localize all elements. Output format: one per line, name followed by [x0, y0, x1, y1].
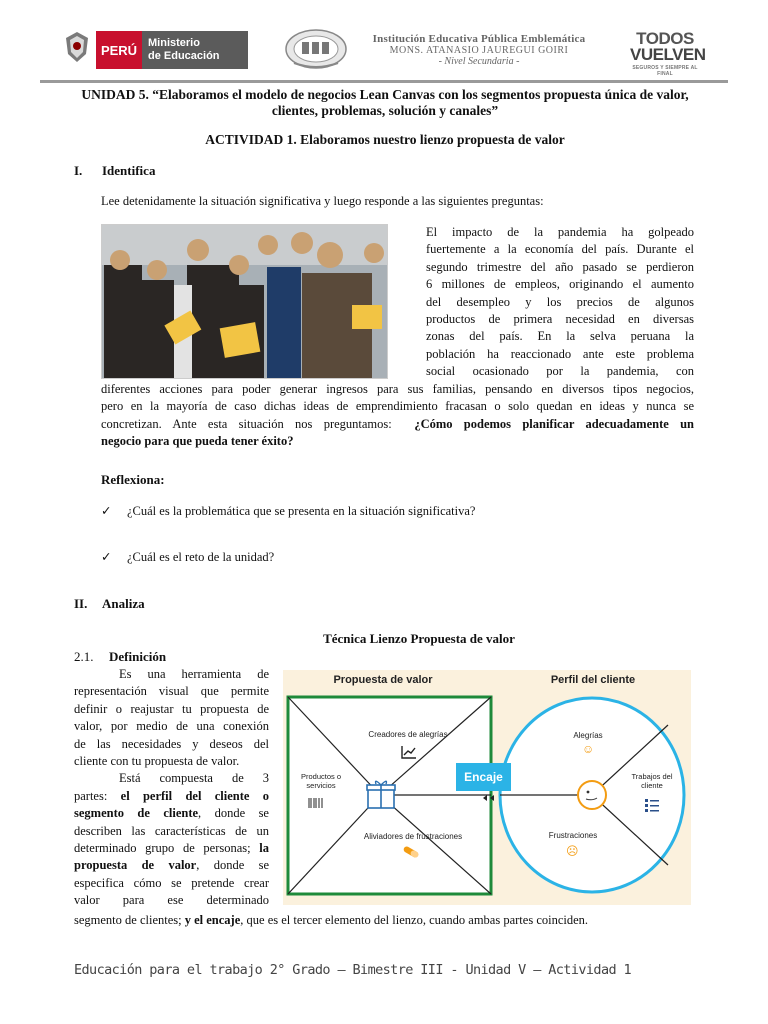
checklist-icon	[645, 798, 659, 817]
definition-emphasis: la	[259, 841, 269, 856]
subsection-title: Definición	[109, 649, 167, 664]
definition-segment: , donde se	[196, 858, 269, 873]
section-1-heading	[74, 163, 155, 179]
trabajos-line-2: cliente	[641, 781, 663, 790]
definition-line: definir o reajustar tu propuesta de	[74, 701, 269, 716]
productos-line-2: servicios	[306, 781, 336, 790]
story-line: del desempleo y los precios de algunos	[426, 294, 694, 309]
story-line: población ha reaccionado ante este problema	[426, 346, 694, 361]
definition-emphasis: propuesta de valor	[74, 858, 197, 873]
definition-line: Es una herramienta de	[119, 667, 269, 681]
ministry-line-2: de Educación	[148, 50, 220, 62]
definition-line: especifica cómo se pretende crear	[74, 875, 269, 890]
peru-label: PERÚ	[96, 31, 142, 69]
frustraciones-label: Frustraciones	[548, 831, 598, 840]
value-proposition-canvas	[283, 670, 691, 905]
reflection-question	[101, 503, 475, 519]
school-emblem-icon	[284, 28, 348, 70]
checkmark-icon: ✓	[101, 550, 112, 564]
story-continued-line: concretizan. Ante esta situación nos preguntamos:	[101, 416, 392, 431]
definition-segment: partes:	[74, 788, 121, 803]
header-divider	[40, 80, 728, 83]
story-question: ¿Cómo podemos planificar adecuadamente un	[414, 416, 694, 431]
encaje-label: Encaje	[464, 770, 503, 784]
definition-line	[74, 788, 269, 805]
definition-line: de las necesidades y deseos del	[74, 736, 269, 751]
story-question-end: negocio para que pueda tener éxito?	[101, 434, 294, 449]
todos-line-2: VUELVEN	[630, 45, 706, 64]
definition-line: valor para ese determinado	[74, 893, 269, 908]
barcode-icon	[308, 796, 324, 814]
definition-emphasis: y el encaje	[184, 913, 241, 927]
subsection-number: 2.1.	[74, 649, 94, 664]
sad-face-icon: ☹	[566, 844, 579, 858]
story-continued-line: pero en la mayoría de caso dichas ideas de emprendimiento fracasan o solo quedan en ideas y nunca se	[101, 399, 694, 414]
aliviadores-label: Aliviadores de frustraciones	[363, 832, 463, 841]
definition-segment: , que es el tercer elemento del lienzo, cuando ambas partes coinciden.	[240, 913, 589, 927]
ministry-line-1: Ministerio	[148, 37, 200, 49]
checkmark-icon: ✓	[101, 504, 112, 518]
trabajos-label	[621, 772, 683, 790]
productos-line-1: Productos o	[300, 772, 342, 781]
section-1-number: I.	[74, 163, 83, 178]
question-text: ¿Cuál es el reto de la unidad?	[127, 550, 275, 564]
ministry-logo	[96, 31, 248, 69]
definition-text	[74, 666, 269, 910]
school-name-line-1: Institución Educativa Pública Emblemática	[372, 33, 586, 45]
page-footer: Educación para el trabajo 2° Grado – Bimestre III - Unidad V – Actividad 1	[74, 962, 632, 978]
unit-title: UNIDAD 5. “Elaboramos el modelo de negocios Lean Canvas con los segmentos propuesta única de valor, clientes, problemas, solución y canales”	[81, 87, 689, 118]
reflection-question	[101, 549, 274, 565]
story-line: El impacto de la pandemia ha golpeado	[426, 225, 694, 239]
happy-face-icon: ☺	[582, 742, 595, 756]
pill-icon	[401, 845, 421, 864]
todos-tagline: SEGUROS Y SIEMPRE AL FINAL	[632, 65, 698, 77]
section-1-title: Identifica	[102, 163, 156, 178]
story-text-wrapped	[426, 224, 694, 381]
definition-emphasis: segmento de cliente	[74, 806, 199, 821]
reflexiona-heading: Reflexiona:	[101, 472, 165, 487]
alegrias-label: Alegrías	[573, 731, 603, 740]
definition-line: describen las características de un	[74, 823, 269, 838]
definition-line	[74, 857, 269, 874]
definition-segment: segmento de clientes;	[74, 913, 185, 927]
definition-line: cliente con tu propuesta de valor.	[74, 754, 240, 769]
section-2-number: II.	[74, 596, 88, 611]
definition-emphasis: el perfil del cliente o	[120, 788, 269, 803]
story-continued-line: diferentes acciones para poder generar ingresos para sus familias, pensando en diversos tipos negocios,	[101, 382, 694, 396]
definition-line: Está compuesta de 3	[119, 771, 269, 786]
definition-line	[74, 805, 269, 822]
subsection-heading	[74, 649, 166, 665]
definition-line	[74, 840, 269, 857]
school-name-line-3: - Nivel Secundaria -	[438, 56, 520, 67]
productos-label	[291, 772, 351, 790]
todos-line-1: TODOS	[636, 29, 694, 48]
school-name	[356, 33, 602, 67]
growth-chart-icon	[401, 745, 417, 764]
trabajos-line-1: Trabajos del	[631, 772, 673, 781]
figure-title: Técnica Lienzo Propuesta de valor	[323, 631, 515, 646]
peru-coat-of-arms-icon	[62, 30, 92, 64]
story-text-full	[101, 381, 694, 451]
section-2-heading	[74, 596, 145, 612]
canvas-right-title: Perfil del cliente	[550, 674, 636, 686]
section-1-intro: Lee detenidamente la situación significativa y luego responde a las siguientes preguntas:	[101, 194, 544, 208]
story-line: segundo trimestre del año pasado se perdieron	[426, 259, 694, 274]
definition-line: representación visual que permite	[74, 684, 269, 699]
story-line: 6 millones de empleos, originando el aumento	[426, 277, 694, 292]
definition-last-line	[74, 912, 704, 929]
job-seekers-photo	[101, 224, 388, 379]
creadores-label: Creadores de alegrías	[368, 730, 448, 739]
question-text: ¿Cuál es la problemática que se presenta en la situación significativa?	[127, 504, 476, 518]
todos-vuelven-logo	[630, 29, 706, 77]
activity-title: ACTIVIDAD 1. Elaboramos nuestro lienzo propuesta de valor	[205, 132, 565, 147]
definition-line: valor, por medio de una conexión	[74, 719, 269, 734]
story-question-line	[101, 416, 694, 433]
story-line: social ocasionado por la pandemia, con	[426, 364, 694, 379]
story-line: fuertemente a la economía del país. Durante el	[426, 242, 694, 257]
definition-segment: , donde se	[198, 806, 269, 821]
canvas-left-title: Propuesta de valor	[333, 674, 433, 686]
gift-box-icon	[366, 778, 396, 815]
section-2-title: Analiza	[102, 596, 145, 611]
school-name-line-2: MONS. ATANASIO JAUREGUI GOIRI	[389, 45, 569, 56]
definition-segment: determinado grupo de personas;	[74, 841, 260, 856]
story-line: productos de primera necesidad en diversas	[426, 312, 694, 327]
story-line: zonas del país. En la selva peruana la	[426, 329, 694, 344]
